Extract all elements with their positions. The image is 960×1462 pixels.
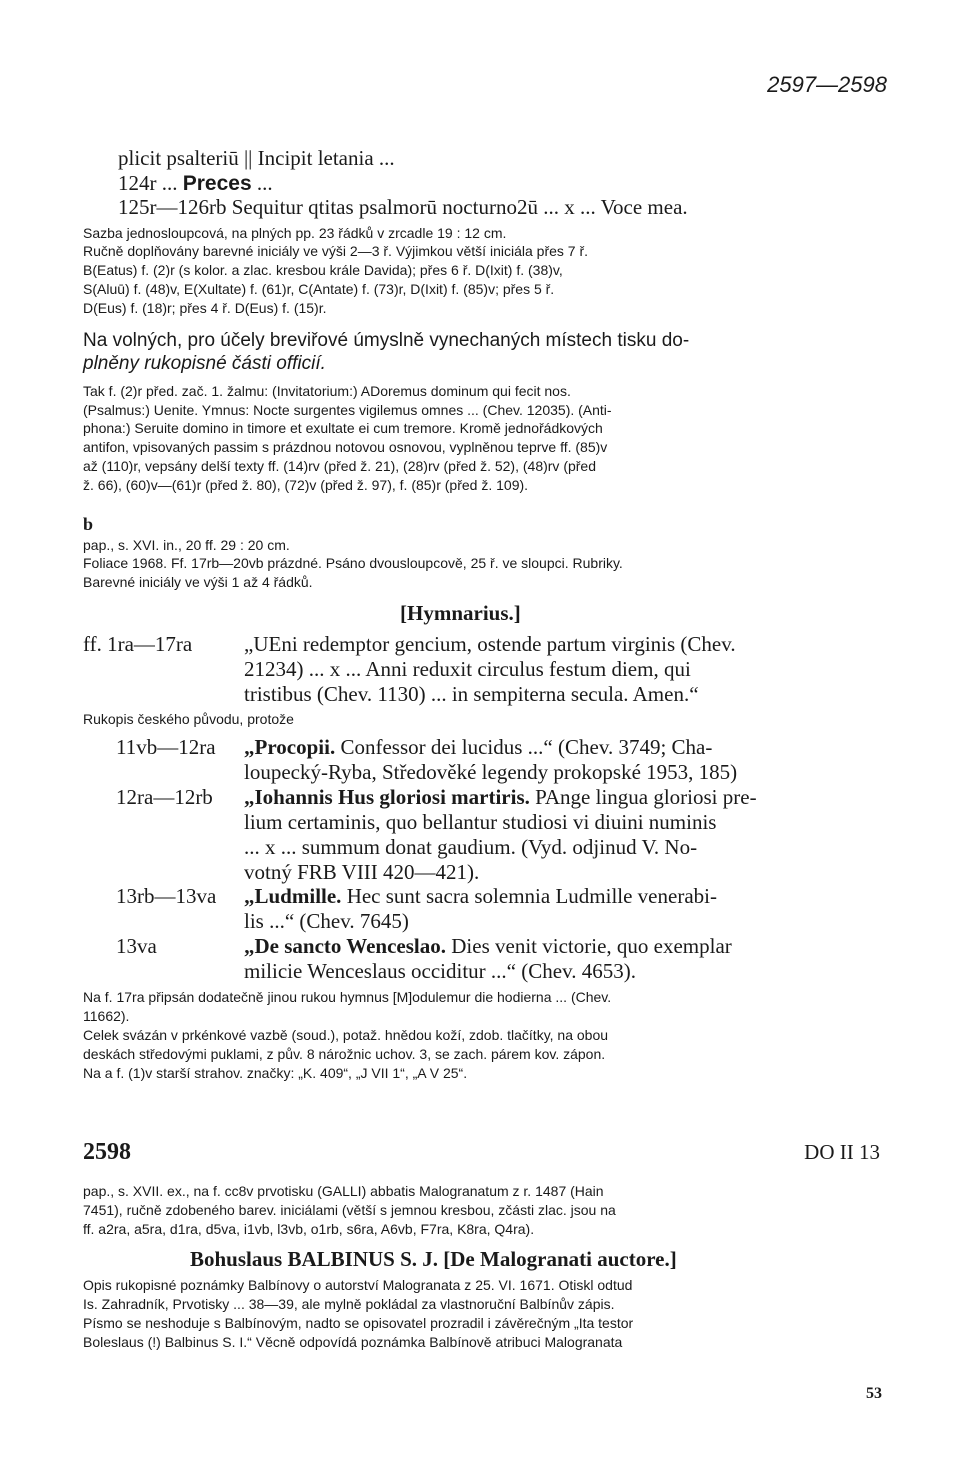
description-line: D(Eus) f. (18)r; přes 4 ř. D(Eus) f. (15)r. xyxy=(83,300,327,316)
description-line: Is. Zahradník, Prvotisky ... 38—39, ale mylně pokládal za vlastnoruční Balbínův zápis. xyxy=(83,1296,615,1312)
folio-range: ff. 1ra—17ra xyxy=(83,632,193,656)
description-line: Ručně doplňovány barevné iniciály ve výši 2—3 ř. Výjimkou větší iniciála přes 7 ř. xyxy=(83,243,589,259)
description-line: Na f. 17ra připsán dodatečně jinou rukou hymnus [M]odulemur die hodierna ... (Chev. xyxy=(83,989,612,1005)
folio-range: 11vb—12ra xyxy=(116,735,216,759)
description-line: Opis rukopisné poznámky Balbínovy o autorství Malogranata z 25. VI. 1671. Otiskl odtud xyxy=(83,1277,633,1293)
description-line: phona:) Seruite domino in timore et exultate ei cum tremore. Kromě jednořádkových xyxy=(83,420,603,436)
text-line: loupecký-Ryba, Středověké legendy prokopské 1953, 185) xyxy=(244,760,738,784)
description-line: (Psalmus:) Uenite. Ymnus: Nocte surgentes vigilemus omnes ... (Chev. 12035). (Anti- xyxy=(83,402,612,418)
description-line: S(Aluū) f. (48)v, E(Xultate) f. (61)r, C(Antate) f. (73)r, D(Ixit) f. (85)v; přes 5 ř. xyxy=(83,281,555,297)
description-line: ž. 66), (60)v—(61)r (před ž. 80), (72)v (před ž. 97), f. (85)r (před ž. 109). xyxy=(83,477,529,493)
section-heading: Na volných, pro účely breviřové úmyslně vynechaných místech tisku do- xyxy=(83,330,690,351)
description-line: Celek svázán v prkénkové vazbě (soud.), potaž. hnědou koží, zdob. tlačítky, na obou xyxy=(83,1027,609,1043)
text-line: milicie Wenceslaus occiditur ...“ (Chev. 4653). xyxy=(244,959,636,983)
description-line: Písmo se neshoduje s Balbínovým, nadto se opisovatel prozradil i závěrečným „Ita testor xyxy=(83,1315,634,1331)
description-line: až (110)r, vepsány delší texty ff. (14)rv (před ž. 21), (28)rv (před ž. 52), (48)rv (před xyxy=(83,458,597,474)
text-line: ... x ... summum donat gaudium. (Vyd. odjinud V. No- xyxy=(244,835,698,859)
folio-range: 13rb—13va xyxy=(116,884,217,908)
description-line: Foliace 1968. Ff. 17rb—20vb prázdné. Psáno dvousloupcově, 25 ř. ve sloupci. Rubriky. xyxy=(83,555,623,571)
description-line: Sazba jednosloupcová, na plných pp. 23 řádků v zrcadle 19 : 12 cm. xyxy=(83,225,507,241)
part-marker: b xyxy=(83,514,94,534)
section-heading: plněny rukopisné části officií. xyxy=(83,353,326,374)
text-line: „UEni redemptor gencium, ostende partum virginis (Chev. xyxy=(244,632,736,656)
text-line: „Iohannis Hus gloriosi martiris. PAnge lingua gloriosi pre- xyxy=(244,785,757,809)
text-line: votný FRB VIII 420—421). xyxy=(244,860,480,884)
description-line: Boleslaus (!) Balbinus S. I.“ Věcně odpovídá poznámka Balbínově atribuci Malogranata xyxy=(83,1334,623,1350)
text-line: lis ...“ (Chev. 7645) xyxy=(244,909,409,933)
text-line: lium certaminis, quo bellantur studiosi vi diuini numinis xyxy=(244,810,717,834)
work-title: [Hymnarius.] xyxy=(400,601,521,625)
description-line: antifon, vpisovaných passim s prázdnou notovou osnovou, vyplněnou teprve ff. (85)v xyxy=(83,439,608,455)
description-line: Rukopis českého původu, protože xyxy=(83,711,294,727)
description-line: 11662). xyxy=(83,1008,130,1024)
description-line: pap., s. XVI. in., 20 ff. 29 : 20 cm. xyxy=(83,537,290,553)
description-line: Barevné iniciály ve výši 1 až 4 řádků. xyxy=(83,574,313,590)
description-line: Na a f. (1)v starší strahov. značky: „K. 409“, „J VII 1“, „A V 25“. xyxy=(83,1065,468,1081)
description-line: 7451), ručně zdobeného barev. iniciálami (větší s jemnou kresbou, zčásti zlac. jsou na xyxy=(83,1202,616,1218)
text-line: „De sancto Wenceslao. Dies venit victorie, quo exemplar xyxy=(244,934,732,958)
text-line: 124r ... Preces ... xyxy=(118,171,273,195)
folio-range: 13va xyxy=(116,934,157,958)
description-line: Tak f. (2)r před. zač. 1. žalmu: (Invitatorium:) ADoremus dominum qui fecit nos. xyxy=(83,383,571,399)
running-header: 2597—2598 xyxy=(767,72,887,97)
text-line: 21234) ... x ... Anni reduxit circulus festum diem, qui xyxy=(244,657,691,681)
description-line: pap., s. XVII. ex., na f. cc8v prvotisku (GALLI) abbatis Malogranatum z r. 1487 (Hain xyxy=(83,1183,604,1199)
work-title: Bohuslaus BALBINUS S. J. [De Malogranati auctore.] xyxy=(190,1247,677,1271)
shelfmark: DO II 13 xyxy=(804,1140,880,1164)
description-line: ff. a2ra, a5ra, d1ra, d5va, i1vb, l3vb, o1rb, s6ra, A6vb, F7ra, K8ra, Q4ra). xyxy=(83,1221,535,1237)
text-line: plicit psalteriū || Incipit letania ... xyxy=(118,146,395,170)
text-line: „Procopii. Confessor dei lucidus ...“ (Chev. 3749; Cha- xyxy=(244,735,713,759)
text-line: 125r—126rb Sequitur qtitas psalmorū nocturno2ū ... x ... Voce mea. xyxy=(118,195,688,219)
text-line: tristibus (Chev. 1130) ... in sempiterna secula. Amen.“ xyxy=(244,682,699,706)
description-line: deskách středovými puklami, z pův. 8 nárožnic uchov. 3, se zach. párem kov. zápon. xyxy=(83,1046,606,1062)
entry-number: 2598 xyxy=(83,1139,131,1165)
description-line: B(Eatus) f. (2)r (s kolor. a zlac. kresbou krále Davida); přes 6 ř. D(Ixit) f. (38)v, xyxy=(83,262,563,278)
text-line: „Ludmille. Hec sunt sacra solemnia Ludmille venerabi- xyxy=(244,884,717,908)
page-number: 53 xyxy=(866,1385,882,1402)
folio-range: 12ra—12rb xyxy=(116,785,213,809)
